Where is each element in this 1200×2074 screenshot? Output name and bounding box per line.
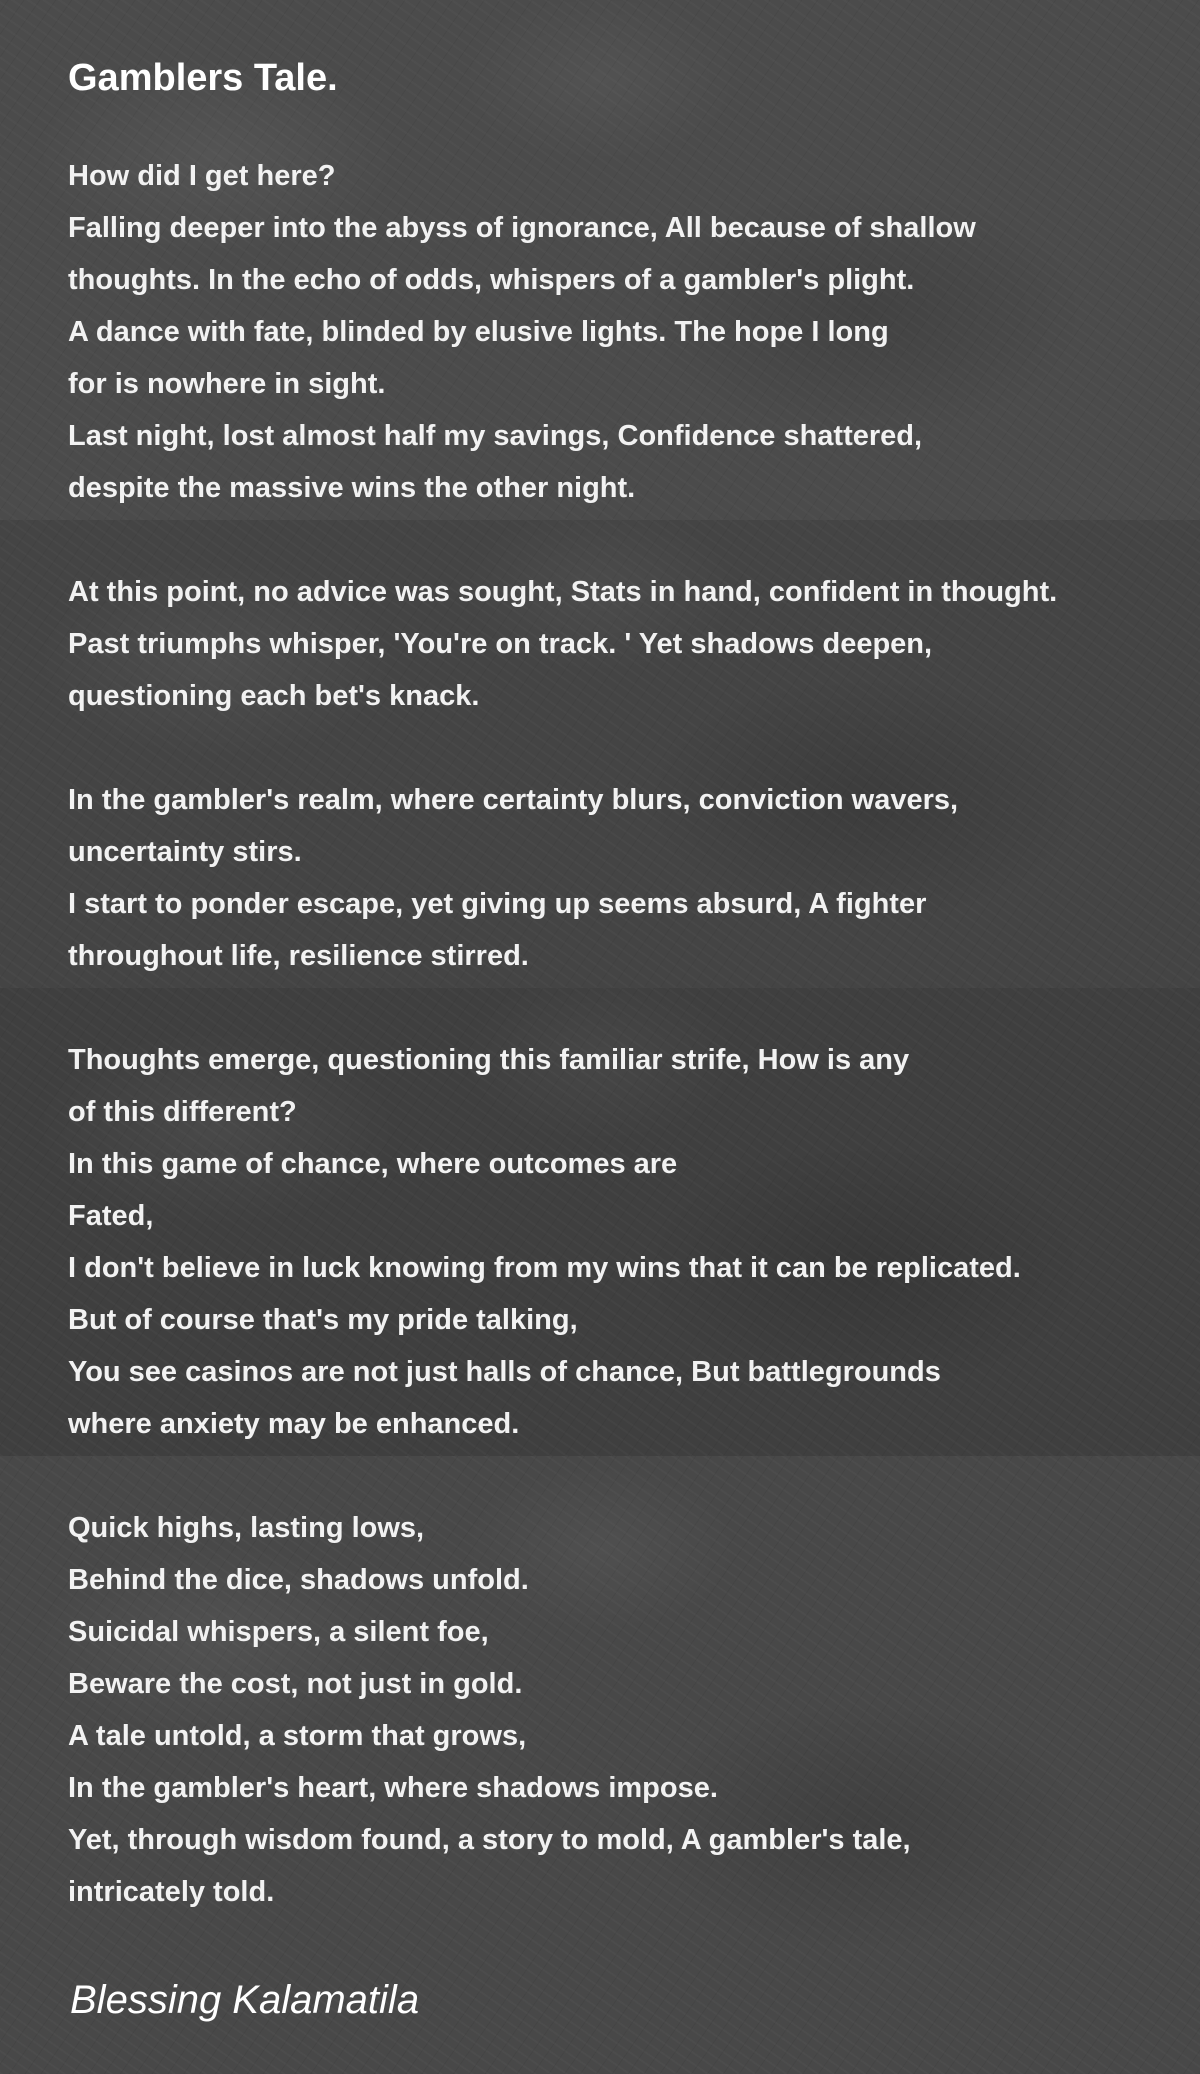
poem-line: I don't believe in luck knowing from my wins that it can be replicated. <box>68 1252 1021 1284</box>
poem-line: In the gambler's realm, where certainty blurs, conviction wavers, <box>68 784 959 816</box>
poem-line: How did I get here? <box>68 160 336 192</box>
poem-line: questioning each bet's knack. <box>68 680 480 712</box>
poem-author: Blessing Kalamatila <box>70 1978 420 2022</box>
poem-line: Last night, lost almost half my savings, Confidence shattered, <box>68 420 923 452</box>
poem-container <box>68 46 1178 1918</box>
poem-line: Yet, through wisdom found, a story to mold, A gambler's tale, <box>68 1824 911 1856</box>
poem-line: throughout life, resilience stirred. <box>68 940 529 972</box>
poem-line: But of course that's my pride talking, <box>68 1304 578 1336</box>
poem-line: of this different? <box>68 1096 297 1128</box>
stanza-1 <box>68 150 1178 514</box>
poem-line: Quick highs, lasting lows, <box>68 1512 425 1544</box>
poem-line: Fated, <box>68 1200 154 1232</box>
poem-line: where anxiety may be enhanced. <box>68 1408 520 1440</box>
poem-line: At this point, no advice was sought, Stats in hand, confident in thought. <box>68 576 1058 608</box>
poem-line: I start to ponder escape, yet giving up seems absurd, A fighter <box>68 888 927 920</box>
poem-line: for is nowhere in sight. <box>68 368 386 400</box>
stanza-2 <box>68 566 1178 722</box>
poem-line: A tale untold, a storm that grows, <box>68 1720 527 1752</box>
poem-title: Gamblers Tale. <box>68 57 338 99</box>
poem-line: In the gambler's heart, where shadows impose. <box>68 1772 718 1804</box>
poem-line: In this game of chance, where outcomes are <box>68 1148 678 1180</box>
poem-line: Past triumphs whisper, 'You're on track. ' Yet shadows deepen, <box>68 628 933 660</box>
poem-line: A dance with fate, blinded by elusive lights. The hope I long <box>68 316 889 348</box>
stanza-5 <box>68 1502 1178 1918</box>
poem-line: uncertainty stirs. <box>68 836 302 868</box>
poem-line: Falling deeper into the abyss of ignorance, All because of shallow <box>68 212 976 244</box>
poem-line: Suicidal whispers, a silent foe, <box>68 1616 489 1648</box>
poem-line: despite the massive wins the other night. <box>68 472 636 504</box>
stanza-4 <box>68 1034 1178 1450</box>
stanza-3 <box>68 774 1178 982</box>
poem-line: intricately told. <box>68 1876 275 1908</box>
poem-line: You see casinos are not just halls of chance, But battlegrounds <box>68 1356 941 1388</box>
poem-line: thoughts. In the echo of odds, whispers of a gambler's plight. <box>68 264 915 296</box>
poem-line: Thoughts emerge, questioning this familiar strife, How is any <box>68 1044 910 1076</box>
poem-line: Behind the dice, shadows unfold. <box>68 1564 529 1596</box>
poem-line: Beware the cost, not just in gold. <box>68 1668 523 1700</box>
